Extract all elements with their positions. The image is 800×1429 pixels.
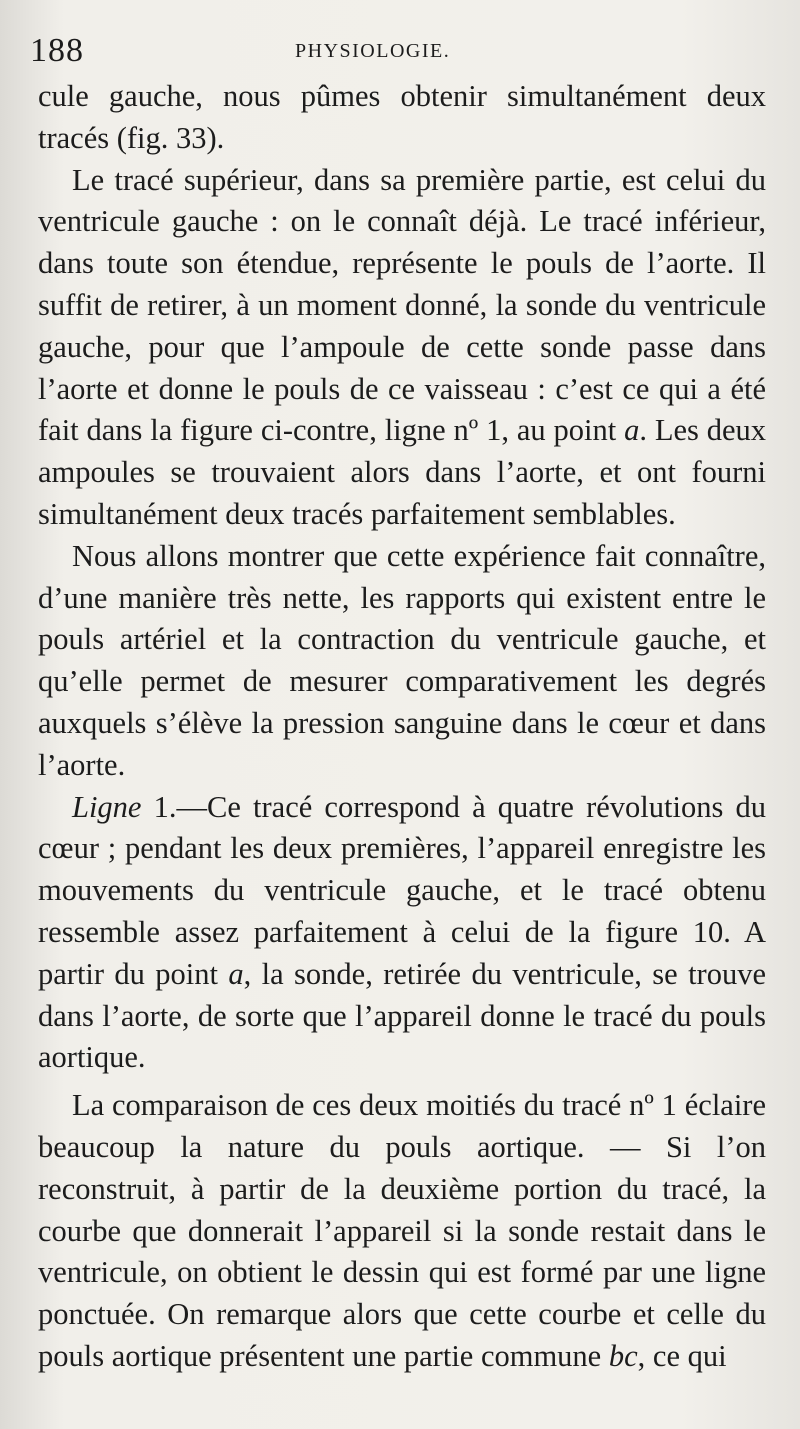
paragraph-text: cule gauche, nous pûmes obtenir simultanément deux tracés (fig. 33). <box>38 79 766 155</box>
paragraph-text: . Les deux ampoules se trouvaient alors dans l’aorte, et ont fourni simultanément deux tracés parfaitement semblables. <box>38 413 767 531</box>
line-label: Ligne <box>72 789 142 824</box>
paragraph-text: Nous allons montrer que cette expérience fait connaître, d’une manière très nette, les rapports qui existent entre le pouls artériel et la contraction du ventricule gauche, et qu’elle permet de mesurer comparativement les degrés auxquels s’élève la pression sanguine dans le cœur et dans l’aorte. <box>38 538 766 782</box>
page-number: 188 <box>30 32 84 69</box>
paragraph <box>38 1085 766 1378</box>
paragraph <box>38 787 766 1080</box>
point-label: a <box>624 413 640 448</box>
body-text <box>38 76 766 1378</box>
paragraph <box>38 536 766 787</box>
paragraph-text: , ce qui <box>637 1338 727 1373</box>
paragraph-text: , la sonde, retirée du ventricule, se trouve dans l’aorte, de sorte que l’appareil donne le tracé du pouls aortique. <box>38 956 766 1075</box>
running-head: PHYSIOLOGIE. <box>295 40 451 62</box>
point-label: a <box>228 956 244 991</box>
paragraph-text: 1.—Ce tracé correspond à quatre révolutions du cœur ; pendant les deux premières, l’appareil enregistre les mouvements du ventricule gauche, et le tracé obtenu ressemble assez parfaitement à celui de la figure 10. A partir du point <box>38 789 766 991</box>
page-header <box>30 32 790 72</box>
segment-label: bc <box>608 1338 638 1373</box>
paragraph-continuation <box>38 76 766 160</box>
paragraph-text: Le tracé supérieur, dans sa première partie, est celui du ventricule gauche : on le connaît déjà. Le tracé inférieur, dans toute son étendue, représente le pouls de l’aorte. Il suffit de retirer, à un moment donné, la sonde du ventricule gauche, pour que l’ampoule de cette sonde passe dans l’aorte et donne le pouls de ce vaisseau : c’est ce qui a été fait dans la figure ci-contre, ligne nº 1, au point <box>38 162 766 448</box>
paragraph-text: La comparaison de ces deux moitiés du tracé nº 1 éclaire beaucoup la nature du pouls aortique. — Si l’on reconstruit, à partir de la deuxième portion du tracé, la courbe que donnerait l’appareil si la sonde restait dans le ventricule, on obtient le dessin qui est formé par une ligne ponctuée. On remarque alors que cette courbe et celle du pouls aortique présentent une partie commune <box>38 1088 766 1373</box>
paragraph <box>38 160 766 536</box>
